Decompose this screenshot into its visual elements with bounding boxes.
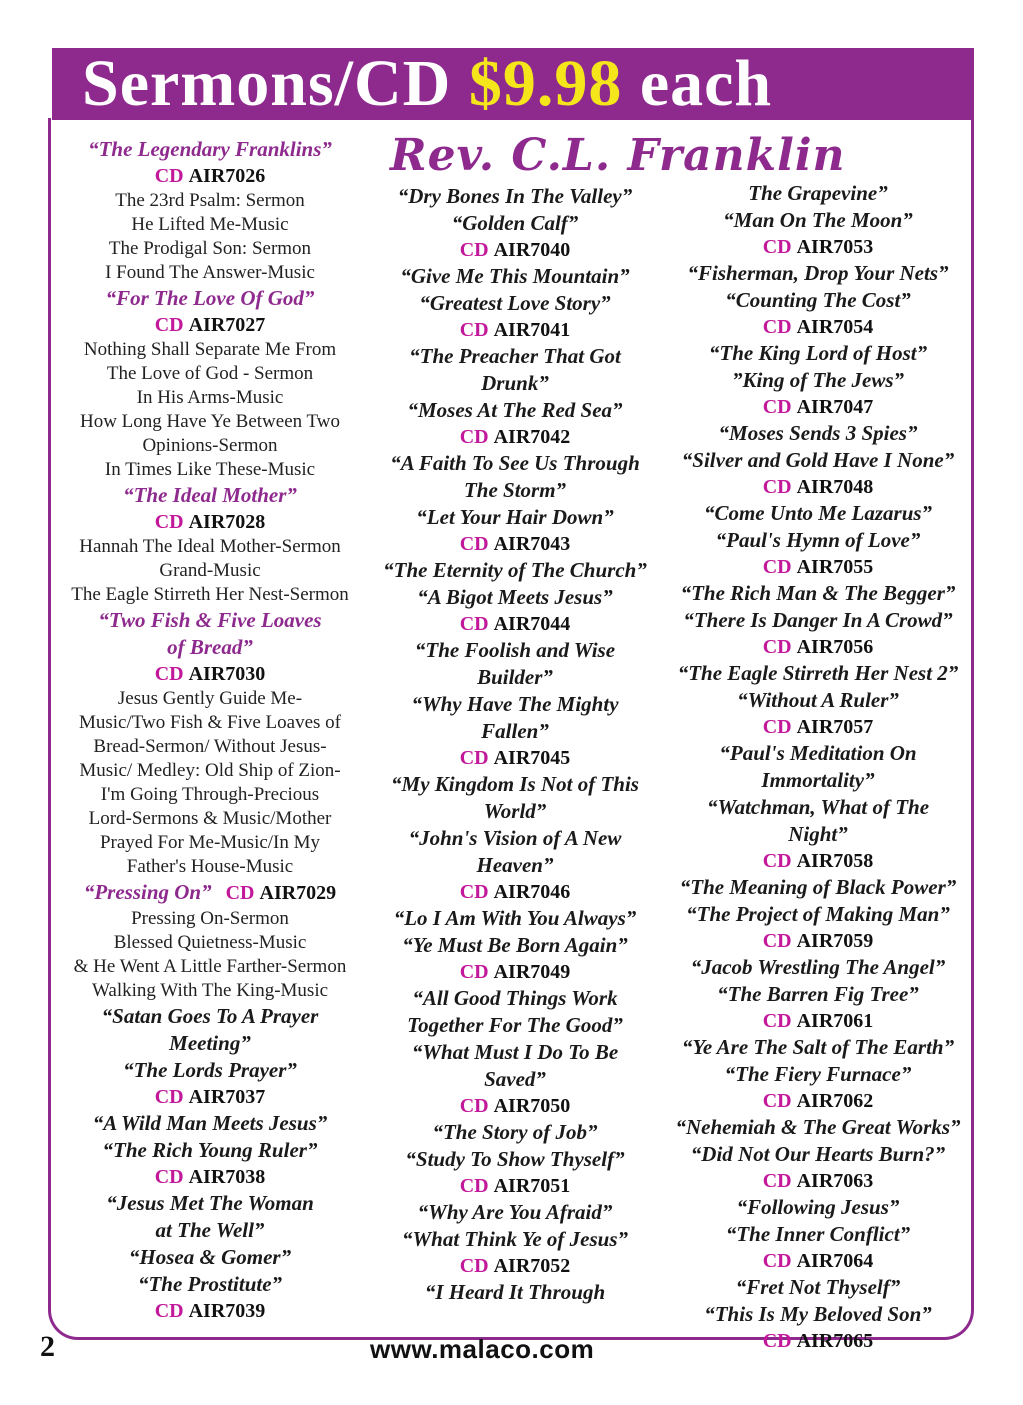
track-listing: Music/ Medley: Old Ship of Zion-: [79, 760, 341, 781]
catalog-code: AIR7049: [493, 961, 571, 983]
cd-catalog-number: [668, 1248, 968, 1274]
sermon-title: “The Eternity of The Church”: [383, 558, 647, 582]
sermon-title: “The Rich Man & The Begger”: [680, 581, 956, 605]
track-listing: In Times Like These-Music: [104, 459, 316, 480]
cd-catalog-number: [370, 531, 660, 557]
cd-catalog-number: [668, 1168, 968, 1194]
cd-catalog-number: [668, 928, 968, 954]
track-listing: Music/Two Fish & Five Loaves of: [78, 712, 342, 733]
cd-catalog-number: [668, 1008, 968, 1034]
catalog-code: AIR7052: [493, 1255, 571, 1277]
sermon-title: “The King Lord of Host”: [708, 341, 928, 365]
cd-catalog-number: [668, 714, 968, 740]
sermon-title: “The Eagle Stirreth Her Nest 2”: [677, 661, 959, 685]
cd-label: CD: [459, 426, 489, 448]
sermon-title: “The Ideal Mother”: [123, 483, 297, 507]
sermon-title: Heaven”: [476, 853, 554, 877]
catalog-code: AIR7038: [188, 1166, 266, 1188]
catalog-code: AIR7045: [493, 747, 571, 769]
sermon-title: “The Barren Fig Tree”: [717, 982, 919, 1006]
sermon-title-with-cd: [60, 879, 360, 907]
sermon-title: “Paul's Meditation On: [719, 741, 917, 765]
catalog-column-3: [668, 180, 968, 1354]
sermon-title: “Hosea & Gomer”: [128, 1245, 292, 1269]
sermon-title: ”King of The Jews”: [731, 368, 905, 392]
catalog-code: AIR7030: [188, 663, 266, 685]
sermon-title: “There Is Danger In A Crowd”: [683, 608, 953, 632]
sermon-title: at The Well”: [155, 1218, 265, 1242]
track-listing: In His Arms-Music: [136, 387, 284, 408]
cd-label: CD: [459, 881, 489, 903]
catalog-code: AIR7042: [493, 426, 571, 448]
cd-catalog-number: [668, 634, 968, 660]
sermon-title: “My Kingdom Is Not of This: [391, 772, 639, 796]
cd-label: CD: [459, 319, 489, 341]
header-suffix: each: [639, 47, 773, 120]
track-listing: Pressing On-Sermon: [131, 908, 289, 929]
catalog-code: AIR7063: [796, 1170, 874, 1192]
track-listing: & He Went A Little Farther-Sermon: [73, 956, 347, 977]
sermon-title: The Grapevine”: [748, 181, 888, 205]
track-listing: Grand-Music: [159, 560, 261, 581]
sermon-title: “Fret Not Thyself”: [735, 1275, 901, 1299]
track-listing: Hannah The Ideal Mother-Sermon: [79, 536, 341, 557]
sermon-title: “Let Your Hair Down”: [416, 505, 614, 529]
sermon-title: The Storm”: [463, 478, 567, 502]
catalog-code: AIR7053: [796, 236, 874, 258]
cd-catalog-number: [60, 1164, 360, 1190]
track-listing: The Eagle Stirreth Her Nest-Sermon: [71, 584, 349, 605]
sermon-title: of Bread”: [167, 635, 253, 659]
cd-catalog-number: [668, 1088, 968, 1114]
sermon-title: “Man On The Moon”: [723, 208, 913, 232]
cd-catalog-number: [370, 959, 660, 985]
track-listing: Walking With The King-Music: [91, 980, 329, 1001]
sermon-title: “Why Are You Afraid”: [417, 1200, 613, 1224]
cd-label: CD: [762, 1250, 792, 1272]
cd-label: CD: [762, 236, 792, 258]
cd-catalog-number: [668, 1328, 968, 1354]
sermon-title: “I Heard It Through: [424, 1280, 606, 1304]
cd-label: CD: [459, 961, 489, 983]
cd-label: CD: [154, 663, 184, 685]
sermon-title: “Jesus Met The Woman: [106, 1191, 314, 1215]
sermon-title: “Dry Bones In The Valley”: [397, 184, 633, 208]
sermon-title: “The Legendary Franklins”: [88, 137, 332, 161]
header-price: $9.98: [468, 47, 623, 120]
sermon-title: “Watchman, What of The: [706, 795, 930, 819]
cd-catalog-number: [60, 509, 360, 535]
catalog-code: AIR7064: [796, 1250, 874, 1272]
header-banner: [52, 48, 974, 120]
sermon-title: “Two Fish & Five Loaves: [98, 608, 322, 632]
cd-catalog-number: [370, 237, 660, 263]
cd-label: CD: [762, 636, 792, 658]
catalog-column-1: [60, 136, 360, 1324]
cd-catalog-number: [370, 1093, 660, 1119]
cd-label: CD: [762, 556, 792, 578]
sermon-title: “The Story of Job”: [432, 1120, 598, 1144]
cd-catalog-number: [370, 1173, 660, 1199]
website-url: www.malaco.com: [370, 1334, 595, 1364]
sermon-title: “What Must I Do To Be: [411, 1040, 619, 1064]
cd-catalog-number: [60, 1084, 360, 1110]
sermon-title: “A Wild Man Meets Jesus”: [92, 1111, 328, 1135]
track-listing: I Found The Answer-Music: [105, 262, 315, 283]
cd-label: CD: [154, 1300, 184, 1322]
cd-label: CD: [762, 716, 792, 738]
catalog-column-2: [370, 183, 660, 1306]
sermon-title: “Satan Goes To A Prayer: [101, 1004, 319, 1028]
catalog-code: AIR7029: [259, 882, 337, 904]
cd-label: CD: [154, 165, 184, 187]
catalog-code: AIR7048: [796, 476, 874, 498]
sermon-title: “Following Jesus”: [736, 1195, 900, 1219]
track-listing: I'm Going Through-Precious: [100, 784, 320, 805]
sermon-title: “The Fiery Furnace”: [724, 1062, 912, 1086]
sermon-title: “Jacob Wrestling The Angel”: [690, 955, 946, 979]
sermon-title: “Without A Ruler”: [737, 688, 899, 712]
catalog-code: AIR7047: [796, 396, 874, 418]
cd-catalog-number: [60, 1298, 360, 1324]
cd-catalog-number: [370, 1253, 660, 1279]
sermon-title: “For The Love Of God”: [105, 286, 315, 310]
cd-label: CD: [762, 1010, 792, 1032]
sermon-title: “Lo I Am With You Always”: [393, 906, 637, 930]
sermon-title: “Silver and Gold Have I None”: [681, 448, 955, 472]
track-listing: Jesus Gently Guide Me-: [117, 688, 303, 709]
track-listing: Prayed For Me-Music/In My: [99, 832, 321, 853]
cd-label: CD: [762, 1330, 792, 1352]
sermon-title: “Study To Show Thyself”: [405, 1147, 625, 1171]
sermon-title: “Golden Calf”: [451, 211, 579, 235]
cd-catalog-number: [668, 234, 968, 260]
sermon-title: Meeting”: [169, 1031, 251, 1055]
cd-label: CD: [154, 314, 184, 336]
sermon-title: “The Rich Young Ruler”: [102, 1138, 318, 1162]
sermon-title: “Did Not Our Hearts Burn?”: [690, 1142, 946, 1166]
page-number: 2: [40, 1330, 55, 1363]
track-listing: The Prodigal Son: Sermon: [108, 238, 312, 259]
cd-catalog-number: [370, 879, 660, 905]
cd-label: CD: [459, 239, 489, 261]
cd-catalog-number: [60, 163, 360, 189]
sermon-title: “All Good Things Work: [412, 986, 618, 1010]
cd-catalog-number: [668, 394, 968, 420]
sermon-title: “Pressing On”: [83, 880, 212, 904]
catalog-code: AIR7044: [493, 613, 571, 635]
sermon-title: “Ye Must Be Born Again”: [402, 933, 628, 957]
track-listing: Blessed Quietness-Music: [113, 932, 307, 953]
catalog-code: AIR7061: [796, 1010, 874, 1032]
track-listing: Nothing Shall Separate Me From: [83, 339, 337, 360]
catalog-code: AIR7028: [188, 511, 266, 533]
sermon-title: “The Preacher That Got: [409, 344, 621, 368]
track-listing: The Love of God - Sermon: [106, 363, 314, 384]
sermon-title: Saved”: [484, 1067, 546, 1091]
sermon-title: Builder”: [477, 665, 553, 689]
catalog-code: AIR7056: [796, 636, 874, 658]
cd-label: CD: [154, 511, 184, 533]
cd-catalog-number: [668, 314, 968, 340]
catalog-code: AIR7039: [188, 1300, 266, 1322]
catalog-code: AIR7043: [493, 533, 571, 555]
sermon-title: “Paul's Hymn of Love”: [715, 528, 921, 552]
catalog-code: AIR7037: [188, 1086, 266, 1108]
track-listing: Father's House-Music: [126, 856, 294, 877]
sermon-title: “John's Vision of A New: [408, 826, 622, 850]
catalog-code: AIR7027: [188, 314, 266, 336]
sermon-title: “This Is My Beloved Son”: [704, 1302, 932, 1326]
cd-label: CD: [459, 1095, 489, 1117]
sermon-title: Immortality”: [761, 768, 875, 792]
catalog-code: AIR7040: [493, 239, 571, 261]
sermon-title: “Why Have The Mighty: [411, 692, 619, 716]
sermon-title: Drunk”: [481, 371, 549, 395]
sermon-title: “Greatest Love Story”: [419, 291, 611, 315]
sermon-title: “The Prostitute”: [137, 1272, 283, 1296]
cd-label: CD: [459, 1255, 489, 1277]
sermon-title: “The Foolish and Wise: [414, 638, 616, 662]
catalog-code: AIR7057: [796, 716, 874, 738]
cd-catalog-number: [668, 848, 968, 874]
sermon-title: “What Think Ye of Jesus”: [402, 1227, 628, 1251]
catalog-code: AIR7058: [796, 850, 874, 872]
track-listing: Lord-Sermons & Music/Mother: [88, 808, 332, 829]
catalog-code: AIR7026: [188, 165, 266, 187]
cd-catalog-number: [370, 424, 660, 450]
cd-catalog-number: [370, 317, 660, 343]
sermon-title: “A Bigot Meets Jesus”: [417, 585, 613, 609]
cd-label: CD: [762, 1170, 792, 1192]
header-title: Sermons/CD: [82, 47, 452, 120]
catalog-code: AIR7050: [493, 1095, 571, 1117]
cd-label: CD: [762, 930, 792, 952]
sermon-title: “Counting The Cost”: [725, 288, 911, 312]
sermon-title: World”: [483, 799, 547, 823]
sermon-title: “Fisherman, Drop Your Nets”: [687, 261, 949, 285]
track-listing: He Lifted Me-Music: [131, 214, 289, 235]
cd-label: CD: [225, 882, 255, 904]
cd-label: CD: [154, 1166, 184, 1188]
cd-label: CD: [762, 316, 792, 338]
sermon-title: “The Meaning of Black Power”: [679, 875, 957, 899]
sermon-title: “The Project of Making Man”: [686, 902, 950, 926]
sermon-title: “The Lords Prayer”: [123, 1058, 297, 1082]
catalog-code: AIR7046: [493, 881, 571, 903]
cd-label: CD: [459, 747, 489, 769]
catalog-code: AIR7051: [493, 1175, 571, 1197]
cd-label: CD: [459, 613, 489, 635]
sermon-title: “The Inner Conflict”: [725, 1222, 911, 1246]
catalog-code: AIR7054: [796, 316, 874, 338]
cd-label: CD: [459, 1175, 489, 1197]
sermon-title: “Ye Are The Salt of The Earth”: [681, 1035, 955, 1059]
sermon-title: “Moses At The Red Sea”: [407, 398, 623, 422]
cd-catalog-number: [60, 661, 360, 687]
cd-label: CD: [762, 1090, 792, 1112]
sermon-title: “Come Unto Me Lazarus”: [703, 501, 933, 525]
catalog-code: AIR7065: [796, 1330, 874, 1352]
track-listing: How Long Have Ye Between Two: [79, 411, 341, 432]
track-listing: The 23rd Psalm: Sermon: [115, 190, 305, 211]
sermon-title: “Moses Sends 3 Spies”: [718, 421, 918, 445]
sermon-title: “A Faith To See Us Through: [390, 451, 640, 475]
cd-catalog-number: [370, 745, 660, 771]
cd-label: CD: [459, 533, 489, 555]
catalog-code: AIR7041: [493, 319, 571, 341]
artist-name: Rev. C.L. Franklin: [390, 130, 846, 181]
sermon-title: “Give Me This Mountain”: [400, 264, 630, 288]
cd-label: CD: [154, 1086, 184, 1108]
catalog-code: AIR7062: [796, 1090, 874, 1112]
cd-catalog-number: [60, 312, 360, 338]
sermon-title: “Nehemiah & The Great Works”: [675, 1115, 961, 1139]
cd-catalog-number: [668, 474, 968, 500]
cd-catalog-number: [370, 611, 660, 637]
catalog-code: AIR7055: [796, 556, 874, 578]
catalog-code: AIR7059: [796, 930, 874, 952]
sermon-title: Night”: [788, 822, 848, 846]
sermon-title: Fallen”: [481, 719, 549, 743]
cd-label: CD: [762, 850, 792, 872]
track-listing: Bread-Sermon/ Without Jesus-: [93, 736, 327, 757]
cd-catalog-number: [668, 554, 968, 580]
cd-label: CD: [762, 476, 792, 498]
sermon-title: Together For The Good”: [407, 1013, 623, 1037]
cd-label: CD: [762, 396, 792, 418]
track-listing: Opinions-Sermon: [142, 435, 278, 456]
